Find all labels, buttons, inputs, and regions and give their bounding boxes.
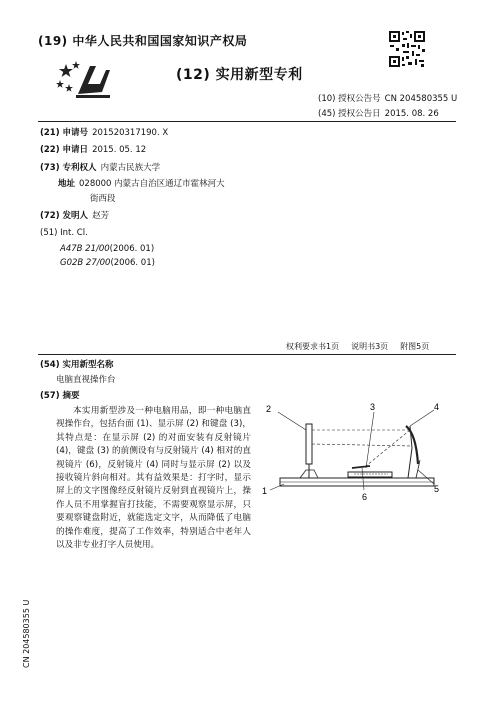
ipc-code: A47B 21/00	[60, 244, 110, 254]
application-date: 2015. 05. 12	[92, 145, 147, 155]
publication-number-row	[318, 92, 457, 104]
utility-model-title: 电脑直视操作台	[56, 375, 116, 385]
ipc-edition: (2006. 01)	[110, 258, 155, 268]
drawings-pages: 附图5页	[400, 342, 430, 351]
publication-date-row	[318, 107, 439, 119]
claims-pages: 权利要求书1页	[286, 342, 340, 351]
title-label: (54) 实用新型名称	[40, 360, 114, 370]
section-rule	[38, 354, 456, 355]
office-name: (19) 中华人民共和国国家知识产权局	[38, 34, 248, 48]
inventor-field	[40, 209, 109, 221]
figure-label: 5	[434, 484, 440, 494]
figure-label: 2	[266, 404, 272, 414]
page-counts	[286, 341, 429, 352]
publication-number-label: (10) 授权公告号	[318, 94, 381, 104]
application-date-label: (22) 申请日	[40, 145, 89, 155]
abstract-label: (57) 摘要	[40, 391, 80, 401]
address-line-2: 街西段	[90, 194, 116, 204]
patentee-field	[40, 161, 160, 173]
description-pages: 说明书3页	[351, 342, 389, 351]
cnipa-emblem-icon	[56, 58, 112, 100]
figure-label: 4	[434, 402, 440, 412]
header-rule	[38, 121, 456, 122]
patentee: 内蒙古民族大学	[100, 163, 161, 173]
side-publication-number: CN 204580355 U	[22, 599, 31, 668]
ipc-code: G02B 27/00	[60, 258, 111, 268]
figure-label: 6	[362, 492, 368, 502]
application-date-field	[40, 143, 146, 155]
ipc-entry	[60, 244, 154, 254]
inventor: 赵芳	[92, 211, 110, 221]
figure-label: 1	[262, 486, 268, 496]
figure-label: 3	[370, 402, 376, 412]
abstract-text: 本实用新型涉及一种电脑用品，即一种电脑直视操作台，包括台面 (1)、显示屏 (2) 和键盘 (3)，其特点是：在显示屏 (2) 的对面安装有反射镜片 (4)，键盘 (3) 的前侧设有与反射镜片 (4) 相对的直视镜片 (6)，反射镜片 (4) 同时与显示屏 (2) 以及接收镜片斜向相对。其有益效果是：打字时，显示屏上的文字图像经反射镜片反射到直视镜片上，操作人员不用掌握盲打技能，不需要观察显示屏，只要观察键盘附近，就能选定文字，从而降低了电脑的操作难度，提高了工作效率，特别适合中老年人以及非专业打字人员使用。	[56, 406, 251, 551]
inventor-label: (72) 发明人	[40, 211, 89, 221]
document-type: (12) 实用新型专利	[176, 67, 303, 83]
address-line-1: 028000 内蒙古自治区通辽市霍林河大	[79, 179, 225, 189]
application-number-label: (21) 申请号	[40, 128, 89, 138]
ipc-label: (51) Int. Cl.	[40, 228, 88, 238]
address-field	[58, 177, 225, 189]
application-number: 201520317190. X	[92, 128, 169, 138]
abstract-figure	[258, 400, 448, 510]
patentee-label: (73) 专利权人	[40, 163, 97, 173]
publication-date: 2015. 08. 26	[384, 109, 439, 119]
qr-code-icon	[388, 30, 426, 68]
publication-number: CN 204580355 U	[384, 94, 458, 104]
application-number-field	[40, 126, 168, 138]
address-label: 地址	[58, 179, 76, 189]
ipc-entry	[60, 258, 155, 268]
ipc-edition: (2006. 01)	[109, 244, 155, 254]
publication-date-label: (45) 授权公告日	[318, 109, 381, 119]
